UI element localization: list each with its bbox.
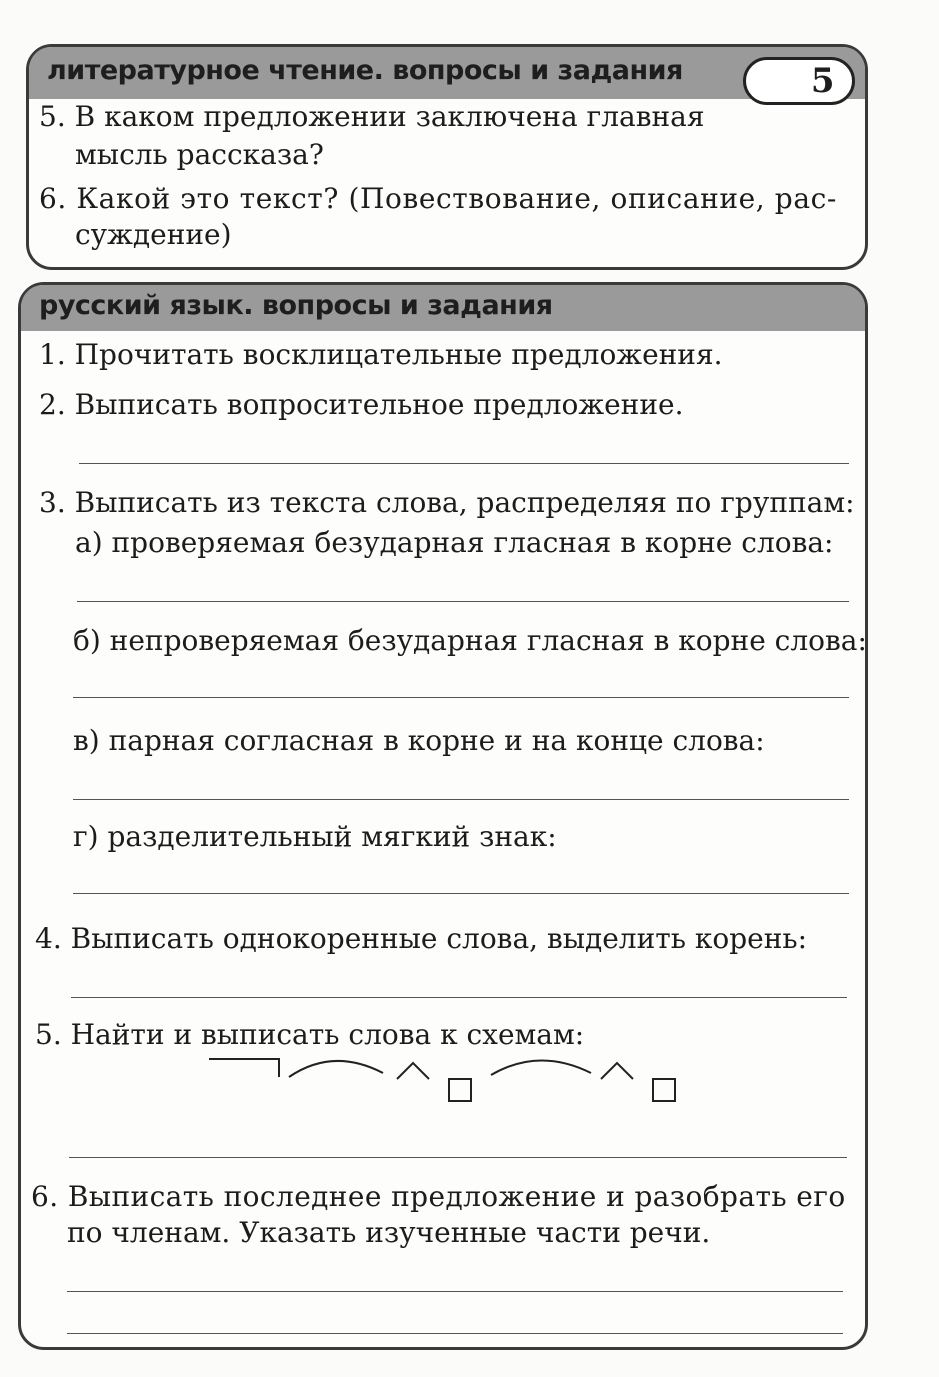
rus-question-6-line1: 6. Выписать последнее предложение и разобрать его: [31, 1180, 846, 1213]
answer-line-q2: [79, 463, 849, 464]
suffix-caret-icon: [397, 1063, 429, 1079]
suffix-caret-icon-2: [601, 1063, 633, 1079]
literary-reading-title: литературное чтение. вопросы и задания: [47, 55, 683, 86]
word-scheme-diagram: [201, 1051, 721, 1111]
root-arc-icon-2: [491, 1060, 591, 1075]
prefix-scheme-icon: [209, 1059, 279, 1077]
lit-question-5-line1: 5. В каком предложении заключена главная: [39, 100, 705, 133]
answer-line-q3a: [77, 601, 849, 602]
rus-question-4: 4. Выписать однокоренные слова, выделить корень:: [35, 922, 808, 955]
answer-line-q4: [71, 997, 847, 998]
rus-question-3: 3. Выписать из текста слова, распределяя по группам:: [39, 486, 855, 519]
rus-question-3d: г) разделительный мягкий знак:: [73, 820, 557, 853]
lit-question-6-line2: суждение): [75, 218, 232, 251]
russian-language-title: русский язык. вопросы и задания: [39, 290, 553, 321]
rus-question-1: 1. Прочитать восклицательные предложения.: [39, 338, 723, 371]
rus-question-3c: в) парная согласная в корне и на конце слова:: [73, 724, 765, 757]
answer-line-q6-b: [67, 1333, 843, 1334]
answer-line-q3c: [73, 799, 849, 800]
lit-question-5-line2: мысль рассказа?: [75, 138, 324, 171]
rus-question-5: 5. Найти и выписать слова к схемам:: [35, 1018, 585, 1051]
page-number-badge: 5: [743, 57, 855, 105]
lit-question-6-line1: 6. Какой это текст? (Повествование, описание, рас-: [39, 182, 837, 215]
answer-line-q5: [69, 1157, 847, 1158]
rus-question-3b: б) непроверяемая безударная гласная в корне слова:: [73, 624, 867, 657]
ending-square-icon-2: [653, 1079, 675, 1101]
russian-language-header: [21, 285, 865, 331]
root-arc-icon: [289, 1061, 383, 1077]
ending-square-icon: [449, 1079, 471, 1101]
answer-line-q3d: [73, 893, 849, 894]
rus-question-6-line2: по членам. Указать изученные части речи.: [67, 1216, 711, 1249]
russian-language-panel: [18, 282, 868, 1350]
rus-question-3a: а) проверяемая безударная гласная в корне слова:: [75, 526, 834, 559]
answer-line-q6-a: [67, 1291, 843, 1292]
rus-question-2: 2. Выписать вопросительное предложение.: [39, 388, 684, 421]
literary-reading-panel: [26, 44, 868, 270]
answer-line-q3b: [73, 697, 849, 698]
literary-reading-header: [29, 47, 865, 99]
